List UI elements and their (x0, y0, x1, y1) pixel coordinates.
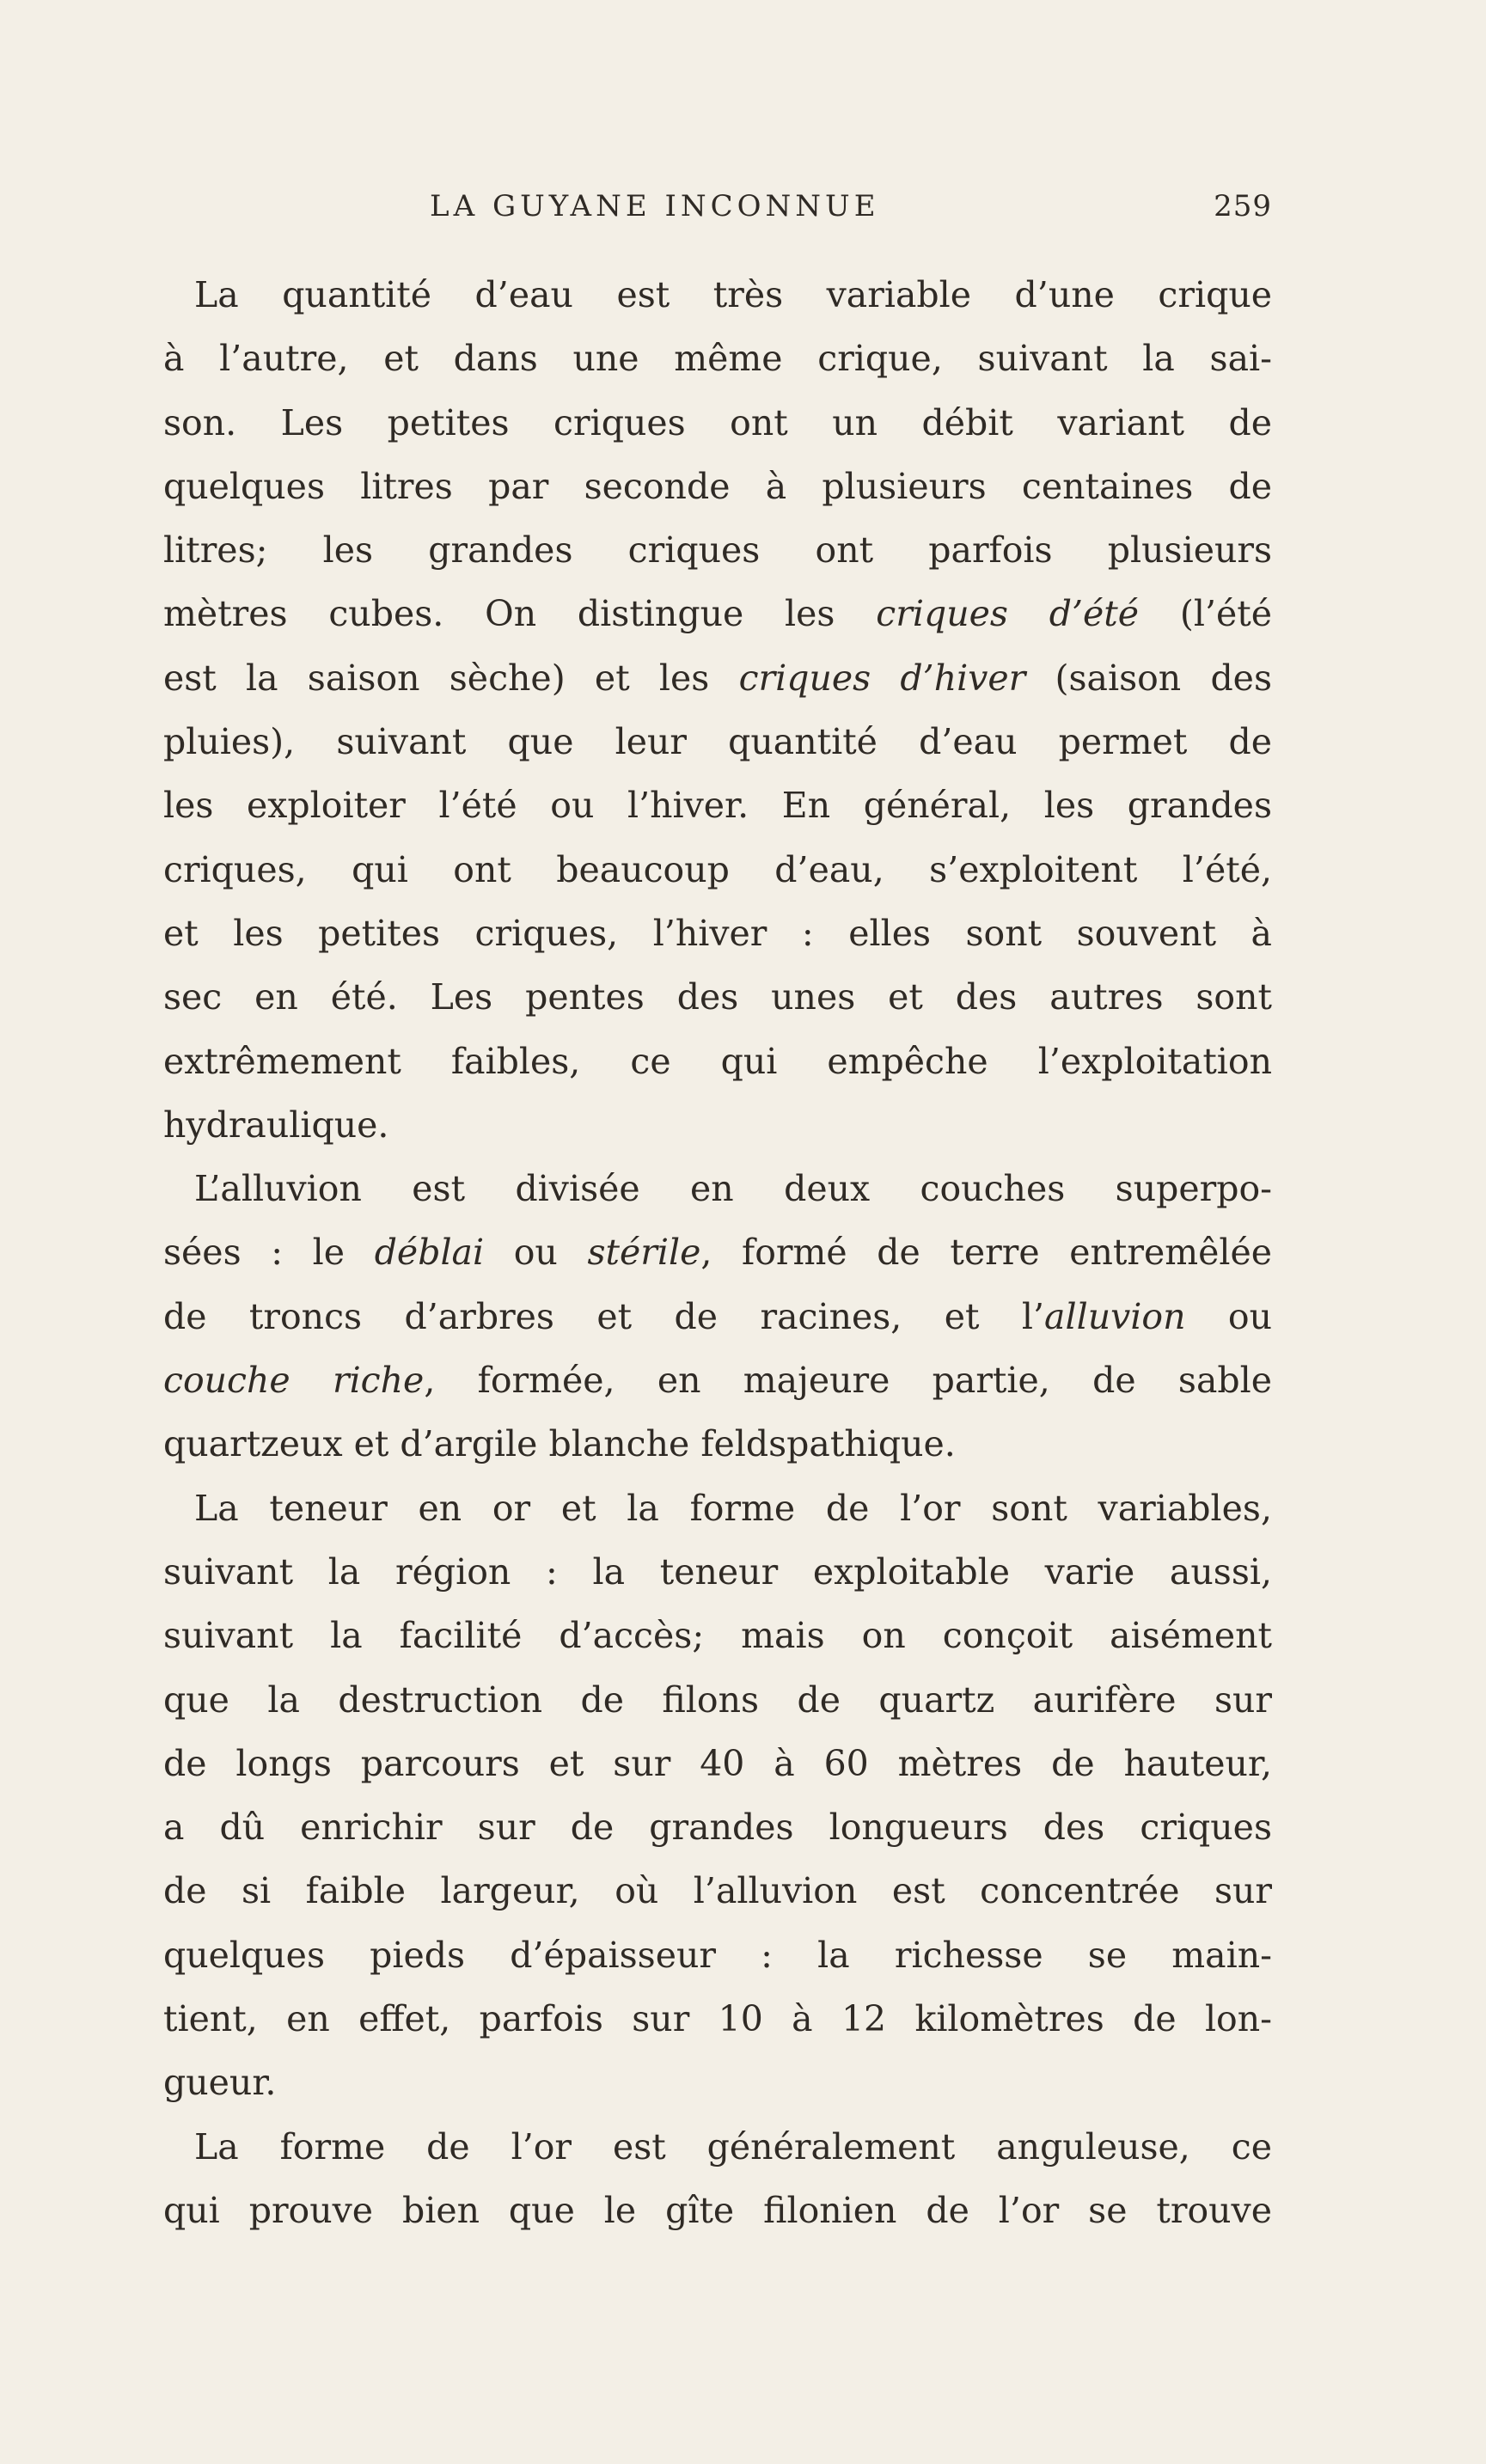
text-line: criques, qui ont beaucoup d’eau, s’exploitent l’été, (163, 848, 1272, 890)
text-line: litres; les grandes criques ont parfois plusieurs (163, 529, 1272, 572)
text-segment: de troncs d’arbres et de racines, et l’ (163, 1295, 1045, 1337)
text-segment: (saison des (1025, 657, 1272, 699)
text-line: extrêmement faibles, ce qui empêche l’exploitation (163, 1040, 1272, 1082)
running-title: LA GUYANE INCONNUE (430, 189, 880, 223)
text-line: quelques litres par seconde à plusieurs centaines de (163, 465, 1272, 507)
text-line: pluies), suivant que leur quantité d’eau permet de (163, 721, 1272, 763)
text-line: de si faible largeur, où l’alluvion est concentrée sur (163, 1870, 1272, 1912)
text-segment: ou (1185, 1295, 1272, 1337)
text-line: et les petites criques, l’hiver : elles sont souvent à (163, 912, 1272, 954)
text-line: son. Les petites criques ont un débit variant de (163, 401, 1272, 443)
text-line (163, 1285, 1272, 1348)
text-line: La forme de l’or est généralement anguleuse, ce (194, 2125, 1272, 2167)
italic-term: stérile (587, 1232, 701, 1274)
text-line: qui prouve bien que le gîte filonien de l’or se trouve (163, 2189, 1272, 2231)
text-line: a dû enrichir sur de grandes longueurs des criques (163, 1807, 1272, 1849)
text-line (163, 582, 1272, 645)
page-header (163, 180, 1272, 232)
text-segment: est la saison sèche) et les (163, 657, 739, 699)
text-line: gueur. (163, 2062, 277, 2104)
text-line: suivant la facilité d’accès; mais on conçoit aisément (163, 1615, 1272, 1657)
text-line: tient, en effet, parfois sur 10 à 12 kilomètres de lon- (163, 1998, 1272, 2040)
text-segment: , formé de terre entremêlée (700, 1232, 1272, 1274)
text-line: La quantité d’eau est très variable d’une crique (194, 274, 1272, 315)
text-line: sec en été. Les pentes des unes et des autres sont (163, 976, 1272, 1018)
italic-term: criques d’été (876, 593, 1140, 635)
text-segment: mètres cubes. On distingue les (163, 593, 877, 635)
text-segment: , formée, en majeure partie, de sable (424, 1360, 1272, 1402)
text-line: quartzeux et d’argile blanche feldspathique. (163, 1423, 956, 1465)
text-line: suivant la région : la teneur exploitable varie aussi, (163, 1550, 1272, 1593)
text-line (163, 1348, 1272, 1412)
text-line: quelques pieds d’épaisseur : la richesse se main- (163, 1934, 1272, 1976)
text-line: hydraulique. (163, 1104, 389, 1146)
text-line: La teneur en or et la forme de l’or sont variables, (194, 1487, 1272, 1529)
text-segment: ou (484, 1232, 588, 1274)
text-line (163, 1220, 1272, 1284)
italic-term: couche riche (163, 1360, 425, 1402)
text-line: à l’autre, et dans une même crique, suivant la sai- (163, 338, 1272, 380)
body-text (163, 263, 1272, 2242)
italic-term: alluvion (1044, 1295, 1186, 1337)
text-line: les exploiter l’été ou l’hiver. En général, les grandes (163, 785, 1272, 827)
text-line (163, 646, 1272, 710)
italic-term: déblai (374, 1232, 485, 1274)
text-line: que la destruction de filons de quartz aurifère sur (163, 1678, 1272, 1721)
text-segment: sées : le (163, 1232, 375, 1274)
text-line: de longs parcours et sur 40 à 60 mètres de hauteur, (163, 1742, 1272, 1784)
text-line: L’alluvion est divisée en deux couches superpo- (194, 1168, 1272, 1210)
page-number: 259 (1214, 189, 1272, 223)
italic-term: criques d’hiver (738, 657, 1026, 699)
text-segment: (l’été (1139, 593, 1272, 635)
